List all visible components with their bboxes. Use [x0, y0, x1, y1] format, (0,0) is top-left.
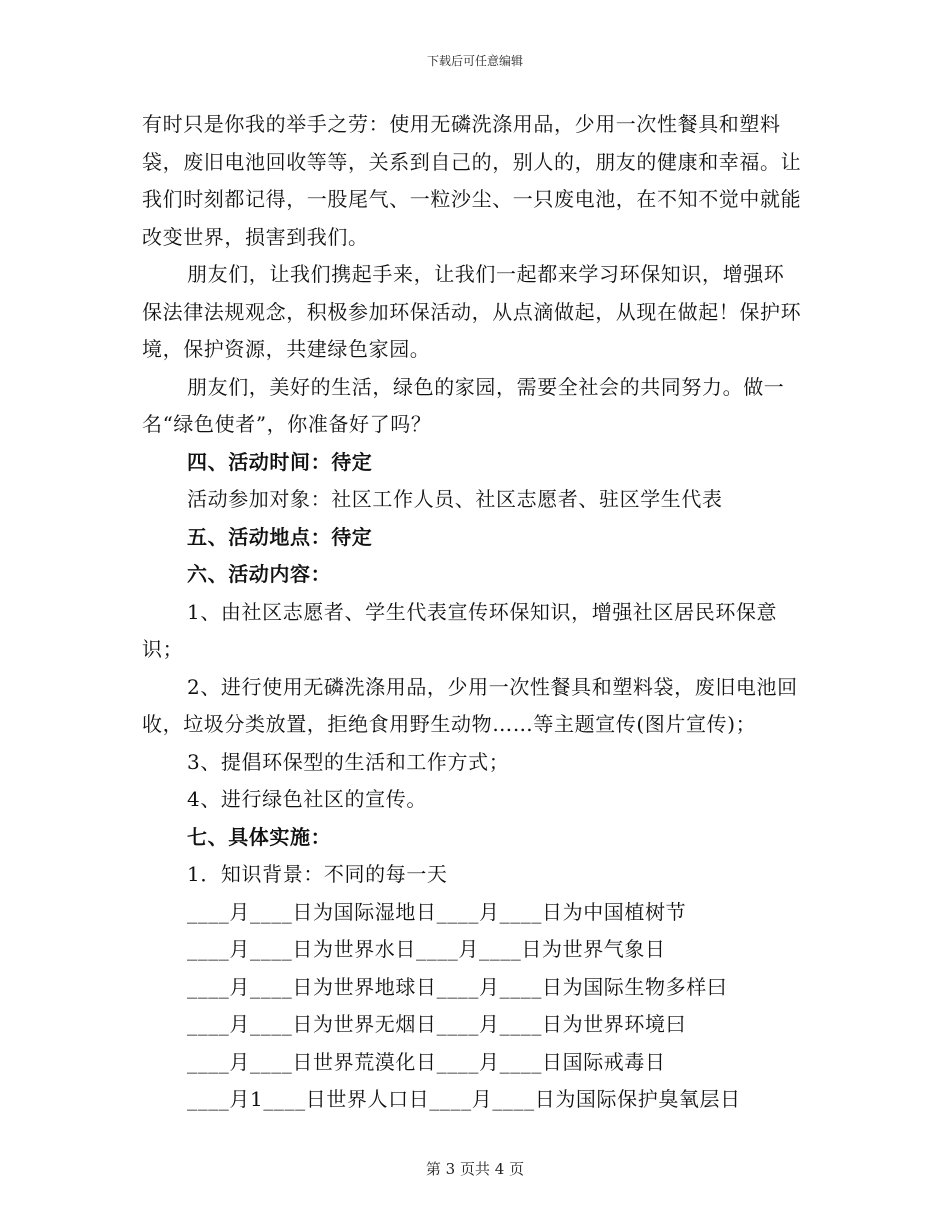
participants-text: 活动参加对象：社区工作人员、社区志愿者、驻区学生代表: [187, 487, 723, 511]
section-heading-implementation: 七、具体实施：: [187, 824, 332, 849]
page-header: 下载后可任意编辑: [426, 54, 523, 68]
date-line: ____月____日世界荒漠化日____月____日国际戒毒日: [187, 1049, 666, 1074]
date-line: ____月____日为世界地球日____月____日为国际生物多样曰: [187, 974, 728, 999]
section-heading-time: 四、活动时间：待定: [187, 449, 373, 474]
knowledge-title: 1．知识背景：不同的每一天: [187, 862, 448, 886]
paragraph-call-to-action: 朋友们，让我们携起手来，让我们一起都来学习环保知识，增强环保法律法规观念，积极参加环保活动，从点滴做起，从现在做起！保护环境，保护资源，共建绿色家园。: [142, 262, 802, 361]
section-heading-location: 五、活动地点：待定: [187, 524, 373, 549]
content-item: 3、提倡环保型的生活和工作方式；: [187, 749, 510, 774]
date-line: ____月1____日世界人口日____月____日为国际保护臭氧层日: [187, 1087, 741, 1111]
paragraph-intro: 有时只是你我的举手之劳：使用无磷洗涤用品，少用一次性餐具和塑料袋，废旧电池回收等等，关系到自己的，别人的，朋友的健康和幸福。让我们时刻都记得，一股尾气、一粒沙尘、一只废电池，在不知不觉中就能改变世界，损害到我们。: [142, 112, 802, 249]
page-footer: 第 3 页共 4 页: [425, 1160, 525, 1178]
date-line: ____月____日为世界无烟日____月____日为世界环境曰: [187, 1012, 687, 1036]
date-line: ____月____日为国际湿地日____月____日为中国植树节: [187, 899, 687, 924]
paragraph-green-envoy: 朋友们，美好的生活，绿色的家园，需要全社会的共同努力。做一名“绿色使者”，你准备好了吗？: [142, 374, 785, 436]
section-heading-content: 六、活动内容：: [187, 562, 332, 586]
content-item: 1、由社区志愿者、学生代表宣传环保知识，增强社区居民环保意识；: [142, 599, 778, 661]
date-line: ____月____日为世界水日____月____日为世界气象日: [187, 937, 666, 961]
content-item: 4、进行绿色社区的宣传。: [187, 787, 427, 811]
content-item: 2、进行使用无磷洗涤用品，少用一次性餐具和塑料袋，废旧电池回收，垃圾分类放置，拒绝食用野生动物……等主题宣传(图片宣传)；: [142, 674, 798, 736]
document-body: [142, 106, 802, 1119]
